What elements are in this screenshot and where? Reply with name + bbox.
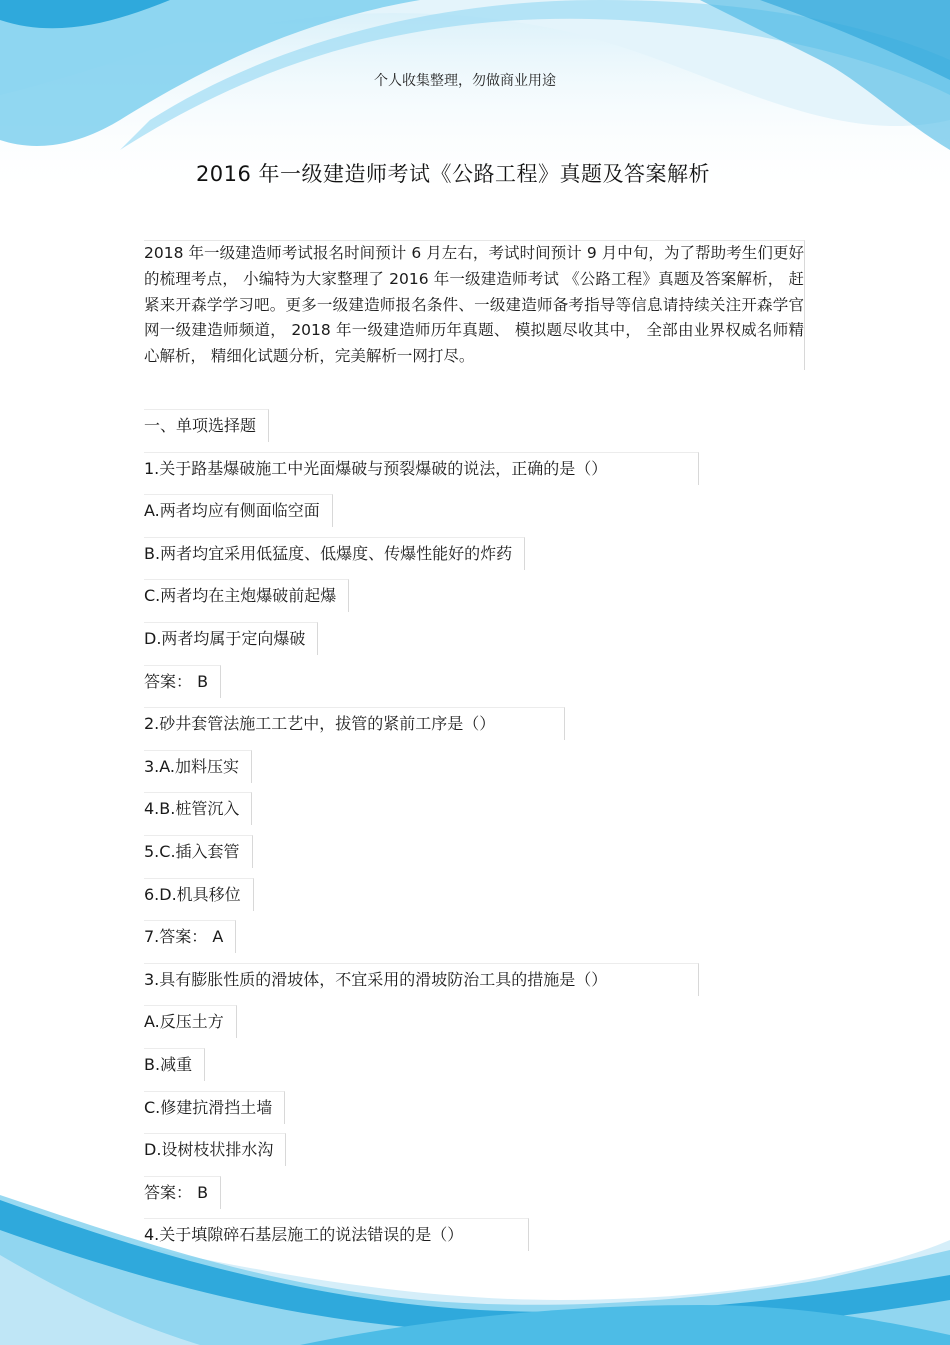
option-line: D.两者均属于定向爆破 (144, 622, 318, 655)
section-heading: 一、单项选择题 (144, 409, 269, 442)
header-note: 个人收集整理，勿做商业用途 (374, 73, 556, 89)
answer-line: 答案： B (144, 665, 221, 698)
option-line: 6.D.机具移位 (144, 878, 254, 911)
option-line: C.两者均在主炮爆破前起爆 (144, 579, 349, 612)
intro-paragraph: 2018 年一级建造师考试报名时间预计 6 月左右，考试时间预计 9 月中旬，为了帮助考生们更好的梳理考点， 小编特为大家整理了 2016 年一级建造师考试 《公路工程》真题及答案解析， 赶紧来开森学学习吧。更多一级建造师报名条件、一级建造师备考指导等信息请持续关注开森学官网一级建造师频道， 2018 年一级建造师历年真题、 模拟题尽收其中， 全部由业界权威名师精心解析， 精细化试题分析，完美解析一网打尽。 (144, 240, 805, 370)
option-line: 3.A.加料压实 (144, 750, 252, 783)
option-line: A.两者均应有侧面临空面 (144, 494, 333, 527)
option-line: 5.C.插入套管 (144, 835, 253, 868)
document-title: 2016 年一级建造师考试《公路工程》真题及答案解析 (195, 162, 711, 186)
question-4: 4.关于填隙碎石基层施工的说法错误的是（） (144, 1218, 529, 1251)
question-list (144, 409, 804, 1261)
question-1: 1.关于路基爆破施工中光面爆破与预裂爆破的说法，正确的是（） (144, 452, 699, 485)
answer-line: 答案： B (144, 1176, 221, 1209)
option-line: C.修建抗滑挡土墙 (144, 1091, 285, 1124)
question-2: 2.砂井套管法施工工艺中，拔管的紧前工序是（） (144, 707, 565, 740)
question-3: 3.具有膨胀性质的滑坡体，不宜采用的滑坡防治工具的措施是（） (144, 963, 699, 996)
option-line: B.减重 (144, 1048, 205, 1081)
option-line: 4.B.桩管沉入 (144, 792, 252, 825)
answer-line: 7.答案： A (144, 920, 236, 953)
option-line: A.反压土方 (144, 1005, 237, 1038)
option-line: B.两者均宜采用低猛度、低爆度、传爆性能好的炸药 (144, 537, 525, 570)
option-line: D.设树枝状排水沟 (144, 1133, 286, 1166)
